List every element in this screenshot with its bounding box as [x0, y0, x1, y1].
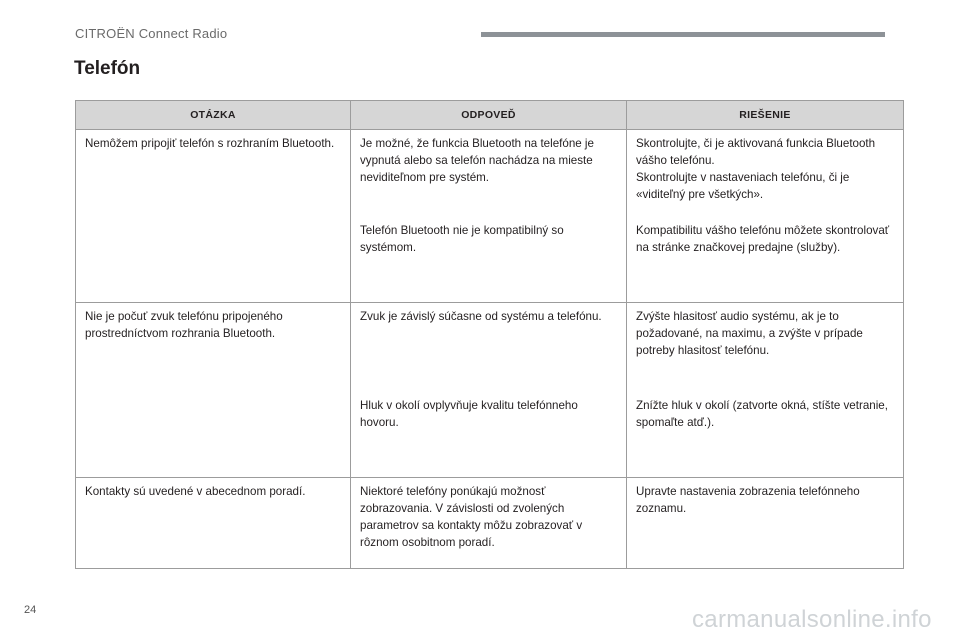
answer-cell: Niektoré telefóny ponúkajú možnosť zobrazovania. V závislosti od zvolených parametrov sa kontakty môžu zobrazovať v rôznom osobitnom poradí. [351, 478, 627, 569]
column-header-answer: ODPOVEĎ [351, 101, 627, 130]
question-cell: Nie je počuť zvuk telefónu pripojeného prostredníctvom rozhrania Bluetooth. [76, 303, 351, 478]
troubleshooting-table [75, 100, 904, 569]
header-rule [481, 32, 885, 37]
table-row [76, 130, 904, 218]
solution-cell: Zvýšte hlasitosť audio systému, ak je to požadované, na maximu, a zvýšte v prípade potreby hlasitosť telefónu. [627, 303, 904, 393]
question-cell: Kontakty sú uvedené v abecednom poradí. [76, 478, 351, 569]
table-header-row [76, 101, 904, 130]
page-number: 24 [24, 604, 37, 616]
question-cell: Nemôžem pripojiť telefón s rozhraním Bluetooth. [76, 130, 351, 303]
column-header-solution: RIEŠENIE [627, 101, 904, 130]
answer-cell: Hluk v okolí ovplyvňuje kvalitu telefónneho hovoru. [351, 392, 627, 478]
brand-header: CITROËN Connect Radio [75, 26, 228, 41]
table-row [76, 303, 904, 393]
solution-cell: Skontrolujte, či je aktivovaná funkcia Bluetooth vášho telefónu. Skontrolujte v nastaveniach telefónu, či je «viditeľný pre všetkých». [627, 130, 904, 218]
answer-cell: Telefón Bluetooth nie je kompatibilný so systémom. [351, 217, 627, 303]
solution-cell: Upravte nastavenia zobrazenia telefónneho zoznamu. [627, 478, 904, 569]
solution-cell: Znížte hluk v okolí (zatvorte okná, stíšte vetranie, spomaľte atď.). [627, 392, 904, 478]
table-row [76, 478, 904, 569]
answer-cell: Zvuk je závislý súčasne od systému a telefónu. [351, 303, 627, 393]
watermark: carmanualsonline.info [692, 606, 932, 633]
column-header-question: OTÁZKA [76, 101, 351, 130]
page-title: Telefón [74, 58, 141, 79]
solution-cell: Kompatibilitu vášho telefónu môžete skontrolovať na stránke značkovej predajne (služby). [627, 217, 904, 303]
answer-cell: Je možné, že funkcia Bluetooth na telefóne je vypnutá alebo sa telefón nachádza na mieste neviditeľnom pre systém. [351, 130, 627, 218]
